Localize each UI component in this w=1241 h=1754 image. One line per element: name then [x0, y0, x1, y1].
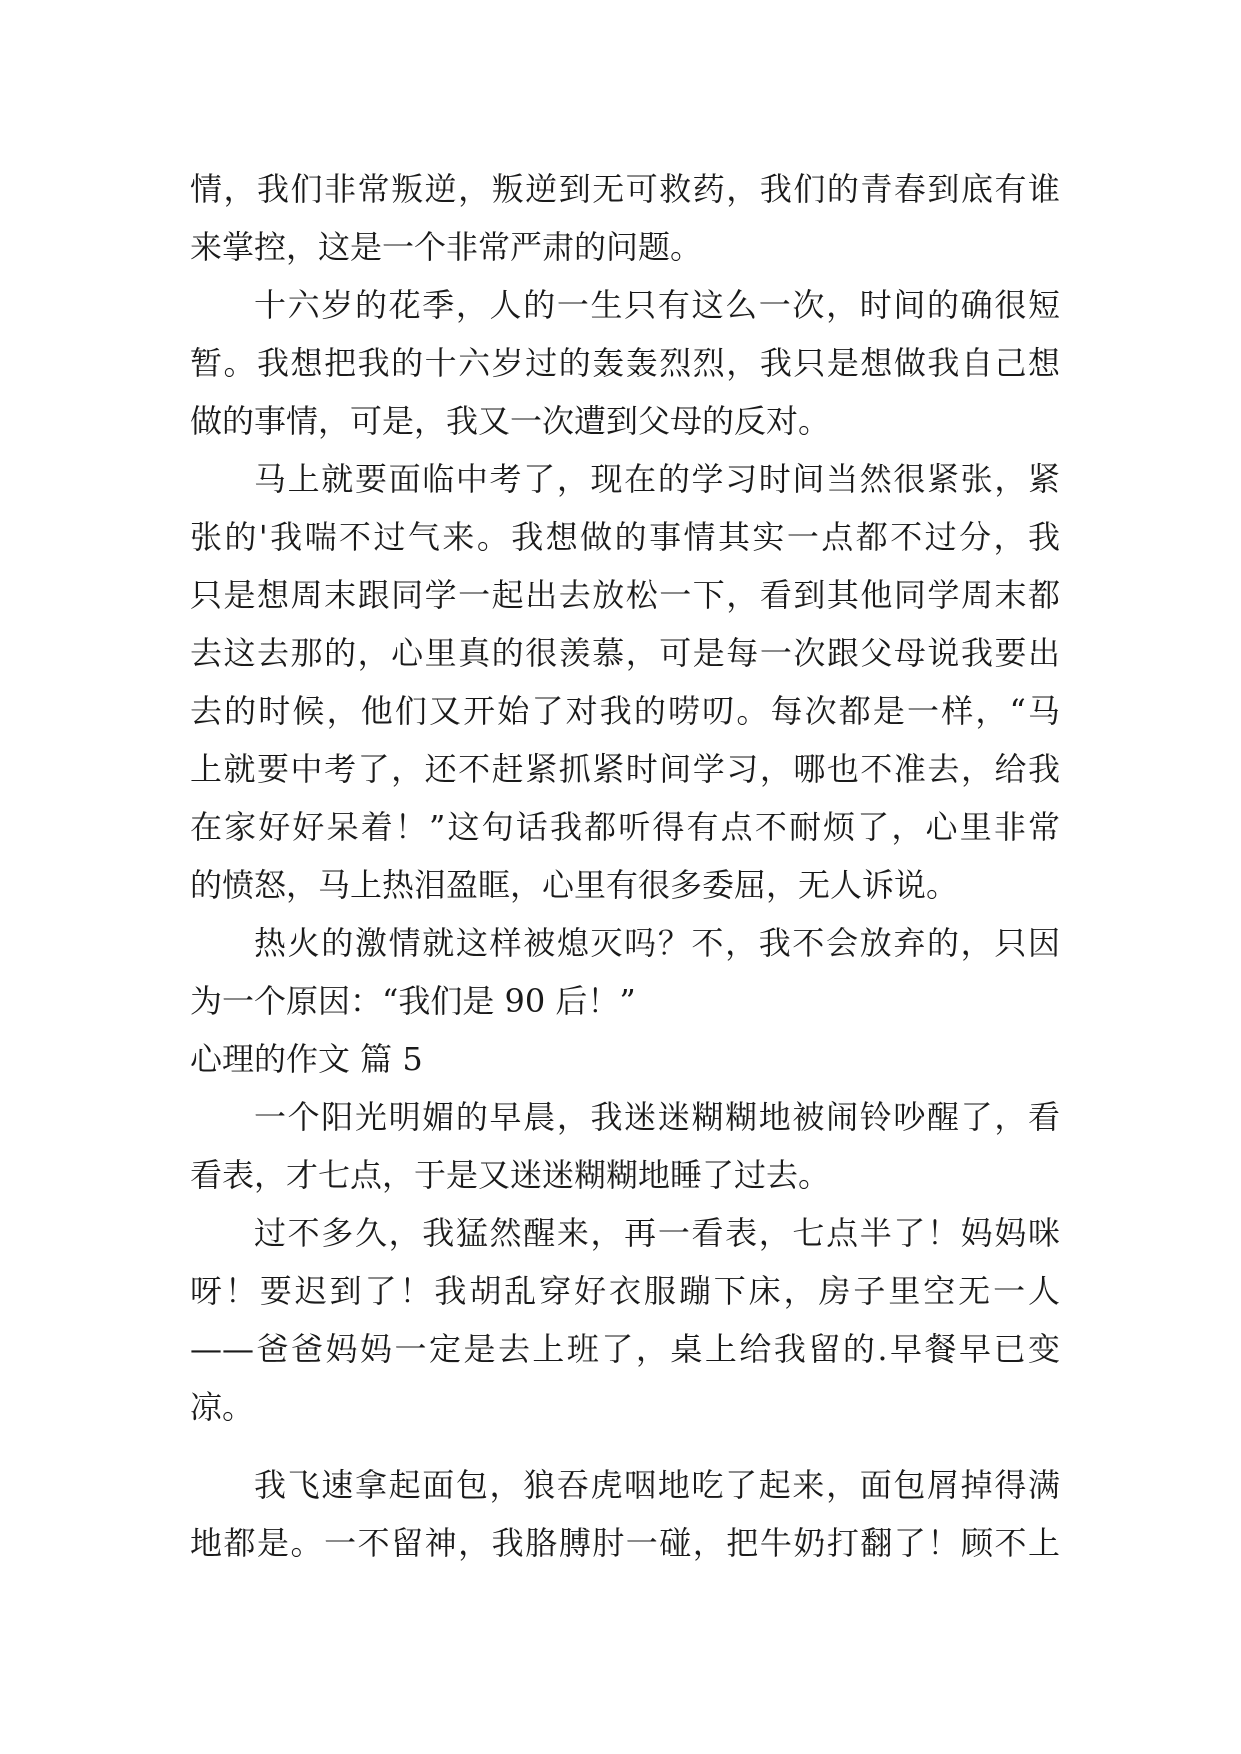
text-line: 看表，才七点，于是又迷迷糊糊地睡了过去。 [190, 1156, 831, 1194]
paragraph [190, 450, 1060, 914]
paragraph-gap [190, 1436, 1060, 1456]
text-line: 马上就要面临中考了，现在的学习时间当然很紧张，紧 [254, 460, 1060, 498]
text-line: 凉。 [190, 1388, 255, 1426]
paragraph [190, 1456, 1060, 1572]
text-line: 上就要中考了，还不赶紧抓紧时间学习，哪也不准去，给我 [190, 750, 1060, 788]
text-line: 一个阳光明媚的早晨，我迷迷糊糊地被闹铃吵醒了，看 [254, 1098, 1060, 1136]
paragraph [190, 160, 1060, 276]
paragraph [190, 276, 1060, 450]
text-line: 呀！要迟到了！我胡乱穿好衣服蹦下床，房子里空无一人 [190, 1272, 1060, 1310]
text-line: 做的事情，可是，我又一次遭到父母的反对。 [190, 402, 831, 440]
text-line: 我飞速拿起面包，狼吞虎咽地吃了起来，面包屑掉得满 [254, 1466, 1060, 1504]
text-line: 只是想周末跟同学一起出去放松一下，看到其他同学周末都 [190, 576, 1060, 614]
text-line: 地都是。一不留神，我胳膊肘一碰，把牛奶打翻了！顾不上 [190, 1524, 1060, 1562]
text-line: 过不多久，我猛然醒来，再一看表，七点半了！妈妈咪 [254, 1214, 1060, 1252]
section-heading: 心理的作文 篇 5 [190, 1040, 423, 1078]
paragraph [190, 1088, 1060, 1204]
paragraph [190, 914, 1060, 1030]
text-line: 热火的激情就这样被熄灭吗？不，我不会放弃的，只因 [254, 924, 1060, 962]
text-line: 去这去那的，心里真的很羡慕，可是每一次跟父母说我要出 [190, 634, 1060, 672]
text-line: 张的'我喘不过气来。我想做的事情其实一点都不过分，我 [190, 518, 1060, 556]
document-body [190, 160, 1060, 1572]
text-line: 为一个原因：“我们是 90 后！” [190, 982, 636, 1020]
text-line: 情，我们非常叛逆，叛逆到无可救药，我们的青春到底有谁 [190, 170, 1060, 208]
text-line: 的愤怒，马上热泪盈眶，心里有很多委屈，无人诉说。 [190, 866, 959, 904]
text-line: ——爸爸妈妈一定是去上班了，桌上给我留的.早餐早已变 [190, 1330, 1060, 1368]
text-line: 去的时候，他们又开始了对我的唠叨。每次都是一样，“马 [190, 692, 1060, 730]
paragraph [190, 1204, 1060, 1436]
text-line: 在家好好呆着！”这句话我都听得有点不耐烦了，心里非常 [190, 808, 1060, 846]
text-line: 十六岁的花季，人的一生只有这么一次，时间的确很短 [254, 286, 1060, 324]
text-line: 暂。我想把我的十六岁过的轰轰烈烈，我只是想做我自己想 [190, 344, 1060, 382]
text-line: 来掌控，这是一个非常严肃的问题。 [190, 228, 703, 266]
